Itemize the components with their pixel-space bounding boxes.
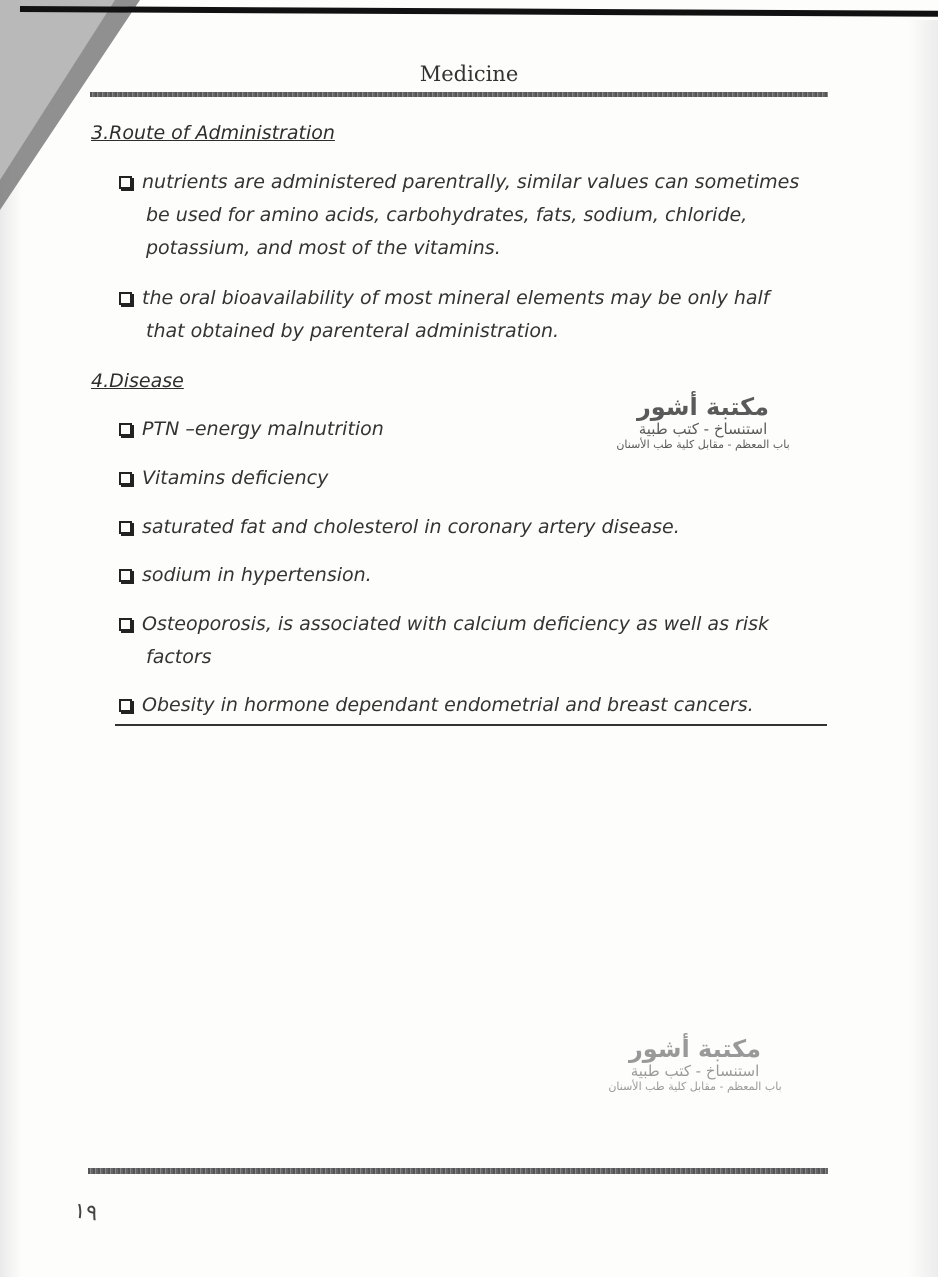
library-stamp-faded: مكتبة أشور استنساخ - كتب طبية باب المعظم - مقابل كلية طب الأسنان [608,1035,782,1093]
checkbox-icon [119,569,132,582]
section-heading-route: 3.Route of Administration [91,122,335,144]
list-item: PTN –energy malnutrition [119,413,819,446]
page-number: ١٩ [72,1198,100,1227]
checkbox-icon [119,292,132,305]
scan-top-edge [20,6,938,17]
folded-corner-inner [0,0,115,180]
checkbox-icon [119,423,132,436]
content-end-rule [115,724,827,726]
footer-rule [88,1168,828,1174]
list-item: Obesity in hormone dependant endometrial and breast cancers. [119,689,819,722]
list-item: Vitamins deficiency [119,462,819,495]
list-item: sodium in hypertension. [119,559,819,592]
list-item: saturated fat and cholesterol in coronary artery disease. [119,511,819,544]
scan-right-edge [908,20,938,1277]
checkbox-icon [119,521,132,534]
section-heading-disease: 4.Disease [91,370,184,392]
library-stamp: مكتبة أشور استنساخ - كتب طبية باب المعظم - مقابل كلية طب الأسنان [616,393,790,451]
checkbox-icon [119,699,132,712]
header-rule [90,92,828,97]
checkbox-icon [119,472,132,485]
checkbox-icon [119,618,132,631]
list-item: the oral bioavailability of most mineral elements may be only half that obtained by parenteral administration. [119,282,819,348]
page-title: Medicine [419,62,519,86]
checkbox-icon [119,176,132,189]
list-item: nutrients are administered parentrally, similar values can sometimes be used for amino acids, carbohydrates, fats, sodium, chloride, potassium, and most of the vitamins. [119,166,819,265]
list-item: Osteoporosis, is associated with calcium deficiency as well as risk factors [119,608,819,674]
